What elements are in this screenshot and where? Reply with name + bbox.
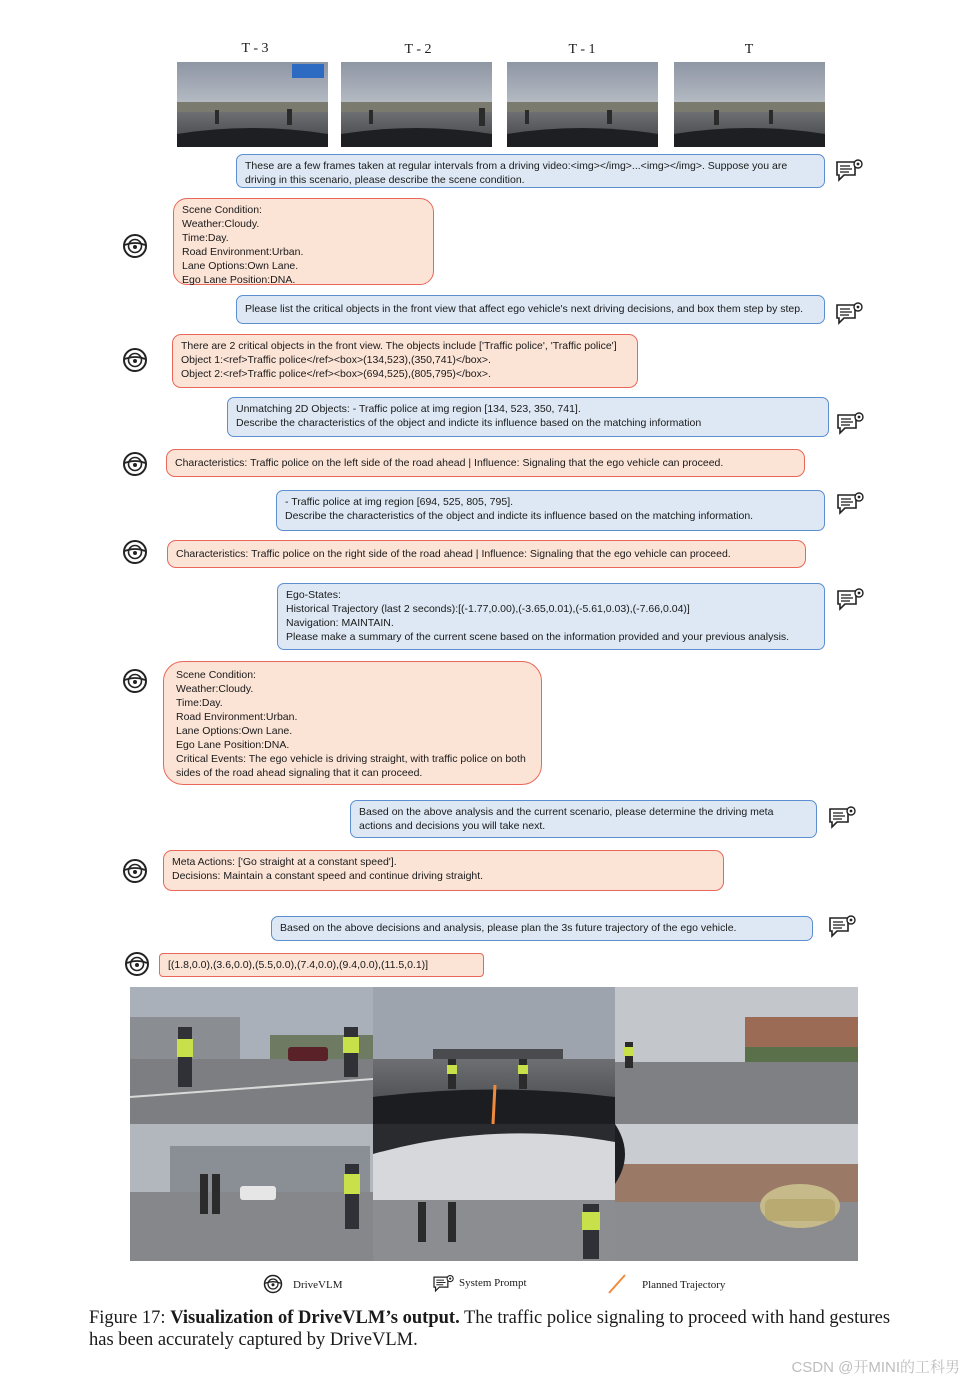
surround-view-front <box>373 987 615 1124</box>
surround-view-back <box>373 1124 615 1261</box>
surround-view-front-right <box>615 987 858 1124</box>
legend-drivevlm-icon <box>263 1274 283 1294</box>
drivevlm-icon <box>124 951 150 977</box>
legend-system-prompt-label: System Prompt <box>459 1277 527 1289</box>
prompt-7: Based on the above decisions and analysis, please plan the 3s future trajectory of the ego vehicle. <box>271 916 813 941</box>
prompt-3: Unmatching 2D Objects: - Traffic police at img region [134, 523, 350, 741]. Describe the characteristics of the object and indicte its influence based on the matching information <box>227 397 829 437</box>
drivevlm-icon <box>122 539 148 565</box>
prompt-6: Based on the above analysis and the current scenario, please determine the driving meta actions and decisions you will take next. <box>350 800 817 838</box>
caption-label: Figure 17: <box>89 1308 166 1328</box>
prompt-1: These are a few frames taken at regular intervals from a driving video:<img></img>...<img></img>. Suppose you are driving in this scenario, please describe the scene condition. <box>236 154 825 188</box>
frame-label-t2: T - 2 <box>404 42 432 57</box>
frame-image-t2 <box>341 62 492 147</box>
frame-image-t3 <box>177 62 328 147</box>
system-prompt-icon <box>828 805 858 831</box>
frame-image-t <box>674 62 825 147</box>
drivevlm-icon <box>122 668 148 694</box>
drivevlm-icon <box>122 347 148 373</box>
system-prompt-icon <box>835 158 865 184</box>
system-prompt-icon <box>836 411 866 437</box>
surround-view-back-left <box>130 1124 373 1261</box>
response-4: Characteristics: Traffic police on the right side of the road ahead | Influence: Signaling that the ego vehicle can proceed. <box>167 540 806 568</box>
frame-label-t: T <box>744 42 754 57</box>
prompt-4: - Traffic police at img region [694, 525, 805, 795]. Describe the characteristics of the object and indicte its influence based on the matching information. <box>276 490 825 531</box>
system-prompt-icon <box>835 301 865 327</box>
response-3: Characteristics: Traffic police on the left side of the road ahead | Influence: Signaling that the ego vehicle can proceed. <box>166 449 805 477</box>
frame-label-t3: T - 3 <box>241 41 269 56</box>
legend-system-prompt-icon <box>432 1274 456 1294</box>
system-prompt-icon <box>828 914 858 940</box>
surround-view-front-left <box>130 987 373 1124</box>
legend-drivevlm-label: DriveVLM <box>293 1279 343 1291</box>
response-2: There are 2 critical objects in the front view. The objects include ['Traffic police', 'Traffic police'] Object 1:<ref>Traffic police</ref><box>(134,523),(350,741)</box>. Object 2:<ref>Traffic police</ref><box>(694,525),(805,795)</box>. <box>172 334 638 388</box>
system-prompt-icon <box>836 587 866 613</box>
drivevlm-icon <box>122 451 148 477</box>
figure-caption <box>89 1307 919 1351</box>
system-prompt-icon <box>836 491 866 517</box>
prompt-2: Please list the critical objects in the front view that affect ego vehicle's next driving decisions, and box them step by step. <box>236 295 825 324</box>
response-7: [(1.8,0.0),(3.6,0.0),(5.5,0.0),(7.4,0.0),(9.4,0.0),(11.5,0.1)] <box>159 953 484 977</box>
prompt-5: Ego-States: Historical Trajectory (last 2 seconds):[(-1.77,0.00),(-3.65,0.01),(-5.61,0.03),(-7.66,0.04)] Navigation: MAINTAIN. Please make a summary of the current scene based on the information provided and your previous analysis. <box>277 583 825 650</box>
frame-image-t1 <box>507 62 658 147</box>
watermark: CSDN @开MINI的工科男 <box>791 1359 960 1376</box>
response-1: Scene Condition: Weather:Cloudy. Time:Day. Road Environment:Urban. Lane Options:Own Lane. Ego Lane Position:DNA. <box>173 198 434 285</box>
legend-trajectory-line-icon <box>606 1272 628 1296</box>
legend-planned-trajectory-label: Planned Trajectory <box>642 1279 726 1291</box>
response-6: Meta Actions: ['Go straight at a constant speed']. Decisions: Maintain a constant speed and continue driving straight. <box>163 850 724 891</box>
surround-view-back-right <box>615 1124 858 1261</box>
frame-label-t1: T - 1 <box>568 42 596 57</box>
caption-body: The traffic police signaling to proceed with hand gestures has been accurately captured by DriveVLM. <box>89 1308 891 1350</box>
response-5: Scene Condition: Weather:Cloudy. Time:Day. Road Environment:Urban. Lane Options:Own Lane. Ego Lane Position:DNA. Critical Events: The ego vehicle is driving straight, with traffic police on both sides of the road ahead signaling that it can proceed. <box>163 661 542 785</box>
drivevlm-icon <box>122 233 148 259</box>
caption-title: Visualization of DriveVLM’s output. <box>170 1308 460 1328</box>
drivevlm-icon <box>122 858 148 884</box>
planned-trajectory-line <box>493 1085 495 1124</box>
